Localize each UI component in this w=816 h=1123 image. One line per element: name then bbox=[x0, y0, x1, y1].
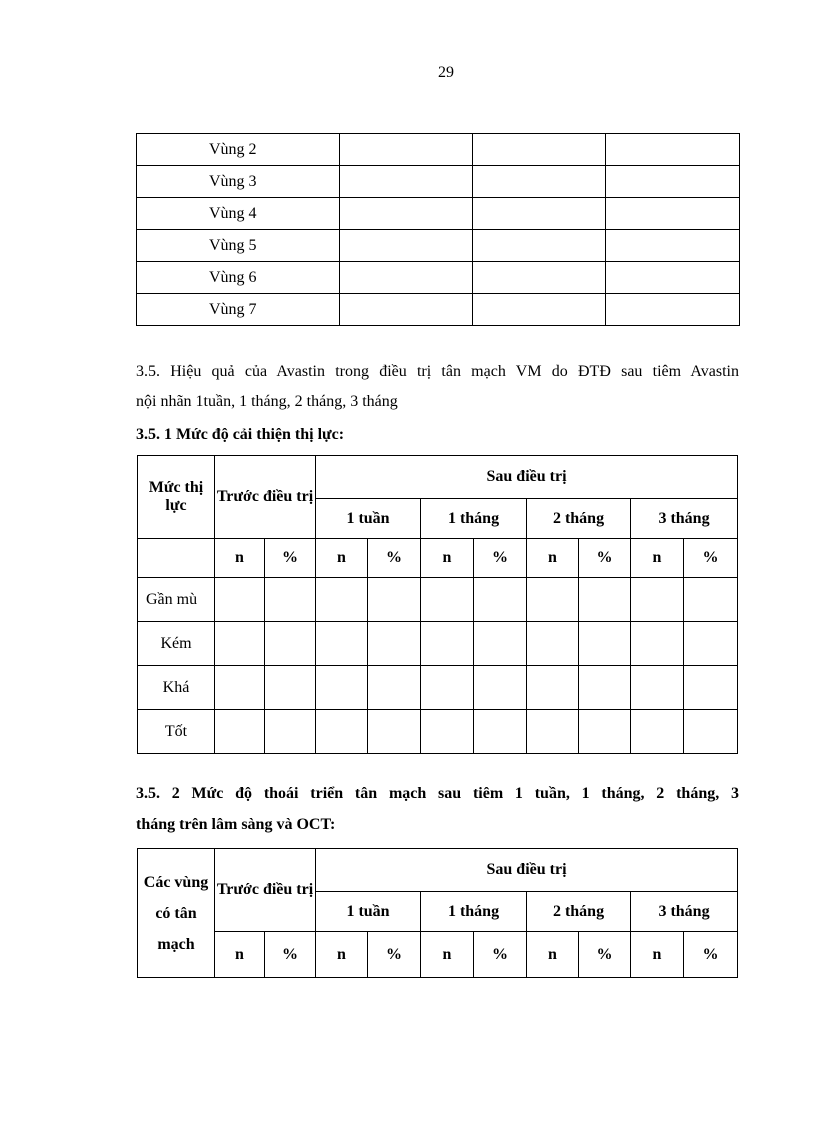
after-header: Sau điều trị bbox=[316, 849, 738, 892]
before-header: Trước điều trị bbox=[215, 456, 316, 539]
table-row bbox=[137, 198, 740, 230]
pct-label: % bbox=[474, 932, 527, 978]
table-cell bbox=[340, 198, 473, 230]
table-row bbox=[137, 294, 740, 326]
pct-label: % bbox=[265, 539, 316, 578]
period-header: 2 tháng bbox=[527, 499, 631, 539]
n-label: n bbox=[421, 539, 474, 578]
table-cell bbox=[340, 166, 473, 198]
vision-table bbox=[137, 455, 738, 754]
row-label: Kém bbox=[138, 622, 215, 666]
period-header: 1 tháng bbox=[421, 499, 527, 539]
section-3-5-2-heading-line2: tháng trên lâm sàng và OCT: bbox=[136, 816, 336, 833]
row-label: Vùng 7 bbox=[137, 294, 340, 326]
table-row bbox=[137, 166, 740, 198]
table-cell bbox=[606, 134, 740, 166]
row-label: Vùng 4 bbox=[137, 198, 340, 230]
table-cell bbox=[606, 262, 740, 294]
pct-label: % bbox=[579, 539, 631, 578]
period-header: 1 tuần bbox=[316, 892, 421, 932]
period-header: 1 tuần bbox=[316, 499, 421, 539]
table-cell bbox=[340, 294, 473, 326]
period-header: 3 tháng bbox=[631, 892, 738, 932]
before-header: Trước điều trị bbox=[215, 849, 316, 932]
table-header-row bbox=[138, 456, 738, 499]
pct-label: % bbox=[474, 539, 527, 578]
table-row bbox=[137, 134, 740, 166]
row-label: Vùng 5 bbox=[137, 230, 340, 262]
table-row bbox=[138, 578, 738, 622]
period-header: 2 tháng bbox=[527, 892, 631, 932]
table-cell bbox=[606, 166, 740, 198]
row-label: Khá bbox=[138, 666, 215, 710]
n-label: n bbox=[316, 932, 368, 978]
row-label: Vùng 6 bbox=[137, 262, 340, 294]
table-row bbox=[137, 262, 740, 294]
table-header-row bbox=[138, 849, 738, 892]
table-cell bbox=[606, 230, 740, 262]
n-label: n bbox=[215, 539, 265, 578]
table-cell bbox=[473, 166, 606, 198]
page-number: 29 bbox=[438, 64, 454, 81]
section-3-5-line1: 3.5. Hiệu quả của Avastin trong điều trị tân mạch VM do ĐTĐ sau tiêm Avastin bbox=[136, 363, 739, 380]
table-row bbox=[138, 622, 738, 666]
table-cell bbox=[606, 198, 740, 230]
table-row bbox=[138, 666, 738, 710]
table-cell bbox=[473, 262, 606, 294]
n-label: n bbox=[631, 932, 684, 978]
n-label: n bbox=[316, 539, 368, 578]
row-label: Vùng 3 bbox=[137, 166, 340, 198]
table-cell bbox=[606, 294, 740, 326]
row-header: Mức thị lực bbox=[138, 456, 215, 539]
n-pct-row bbox=[138, 932, 738, 978]
table-row bbox=[138, 710, 738, 754]
pct-label: % bbox=[579, 932, 631, 978]
table-cell bbox=[340, 262, 473, 294]
row-label: Vùng 2 bbox=[137, 134, 340, 166]
table-cell bbox=[138, 539, 215, 578]
section-3-5-2-heading-line1: 3.5. 2 Mức độ thoái triển tân mạch sau tiêm 1 tuần, 1 tháng, 2 tháng, 3 bbox=[136, 785, 739, 802]
n-label: n bbox=[421, 932, 474, 978]
table-row bbox=[137, 230, 740, 262]
table-cell bbox=[340, 230, 473, 262]
row-header: Các vùng có tân mạch bbox=[138, 849, 215, 978]
n-pct-row bbox=[138, 539, 738, 578]
n-label: n bbox=[527, 932, 579, 978]
table-cell bbox=[473, 134, 606, 166]
pct-label: % bbox=[684, 539, 738, 578]
n-label: n bbox=[631, 539, 684, 578]
table-cell bbox=[340, 134, 473, 166]
section-3-5-1-heading: 3.5. 1 Mức độ cải thiện thị lực: bbox=[136, 426, 345, 443]
section-3-5-line2: nội nhãn 1tuần, 1 tháng, 2 tháng, 3 tháng bbox=[136, 393, 398, 410]
n-label: n bbox=[215, 932, 265, 978]
regression-table bbox=[137, 848, 738, 978]
table-cell bbox=[473, 198, 606, 230]
pct-label: % bbox=[368, 539, 421, 578]
pct-label: % bbox=[684, 932, 738, 978]
region-table bbox=[136, 133, 740, 326]
table-cell bbox=[473, 230, 606, 262]
row-label: Gần mù bbox=[138, 578, 215, 622]
after-header: Sau điều trị bbox=[316, 456, 738, 499]
table-cell bbox=[473, 294, 606, 326]
pct-label: % bbox=[265, 932, 316, 978]
pct-label: % bbox=[368, 932, 421, 978]
period-header: 1 tháng bbox=[421, 892, 527, 932]
row-label: Tốt bbox=[138, 710, 215, 754]
n-label: n bbox=[527, 539, 579, 578]
period-header: 3 tháng bbox=[631, 499, 738, 539]
